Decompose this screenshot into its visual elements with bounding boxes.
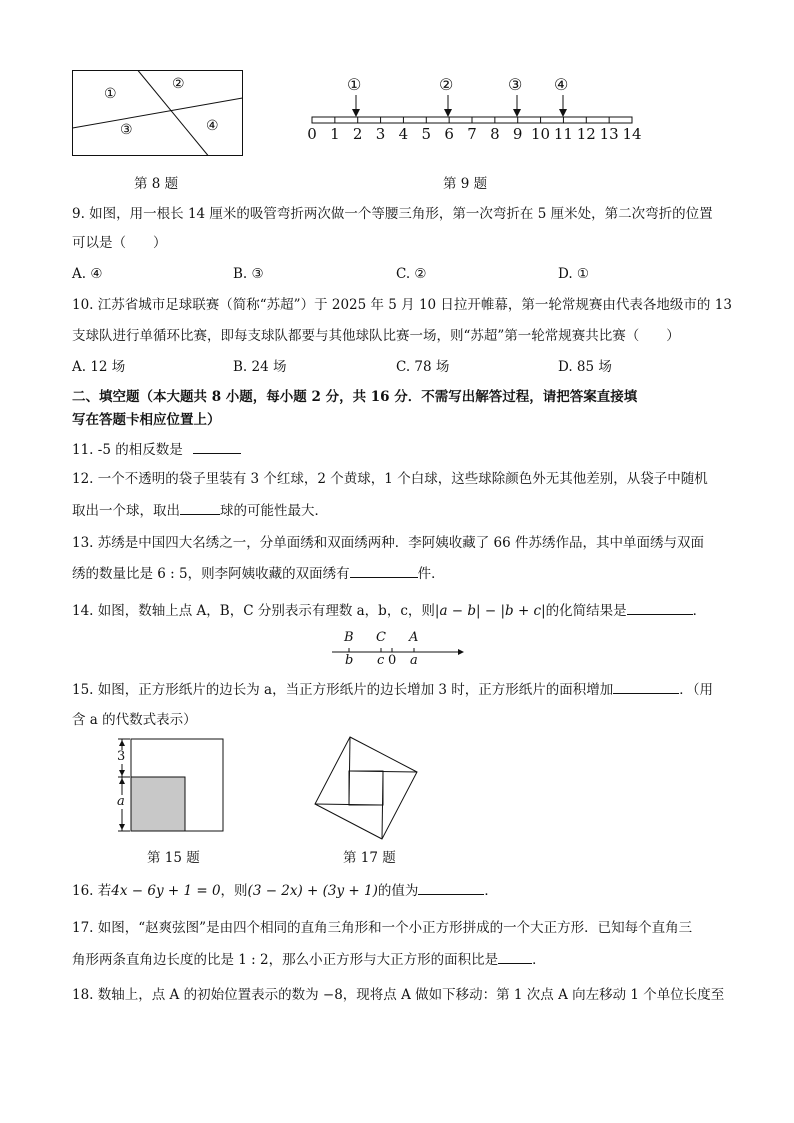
q9-option-b: B. ③ <box>233 266 264 282</box>
ruler-tick-label: 14 <box>622 125 642 143</box>
q18-line1: 18. 数轴上，点 A 的初始位置表示的数为 −8，现将点 A 做如下移动：第 1 次点 A 向左移动 1 个单位长度至 <box>72 987 725 1003</box>
q16-text-end: ． <box>484 883 498 899</box>
q11 <box>72 439 241 460</box>
value-b-label: b <box>345 653 354 668</box>
ruler-tick-label: 13 <box>599 125 619 143</box>
figure-15 <box>108 738 228 834</box>
q15-answer-blank[interactable] <box>613 679 679 694</box>
q10-option-c: C. 78 场 <box>396 359 450 375</box>
q15-line1 <box>72 679 713 700</box>
figure-8-diagram <box>72 70 244 156</box>
q13-answer-blank[interactable] <box>350 563 418 578</box>
q16-text-after: 的值为 <box>377 883 419 899</box>
marker-3: ③ <box>508 75 523 94</box>
q13-line1: 13. 苏绣是中国四大名绣之一，分单面绣和双面绣两种．李阿姨收藏了 66 件苏绣作品，其中单面绣与双面 <box>72 535 705 551</box>
q13-line2-end: 件． <box>417 566 445 582</box>
figure-17 <box>312 734 420 842</box>
q16-text-middle: ，则 <box>220 883 248 899</box>
q17-answer-blank[interactable] <box>498 949 532 964</box>
ruler-tick-label: 7 <box>467 125 477 143</box>
q14-number-line <box>330 630 465 670</box>
figure-17-zhaoshuang-diagram <box>312 734 420 842</box>
q15-line1-end: ．（用 <box>679 682 714 698</box>
q14-text-end: ． <box>692 603 707 619</box>
region-3-label: ③ <box>120 122 133 138</box>
q10-option-b: B. 24 场 <box>233 359 287 375</box>
q14-text-middle: 的化简结果是 <box>545 603 627 619</box>
q17-line2-end: ． <box>532 952 546 968</box>
ruler-tick-label: 10 <box>531 125 551 143</box>
marker-1: ① <box>347 75 362 94</box>
zero-label: 0 <box>388 653 397 668</box>
q11-answer-blank[interactable] <box>193 439 241 454</box>
ruler-tick-label: 9 <box>512 125 523 143</box>
ruler-tick-label: 11 <box>553 125 573 143</box>
q15-line2: 含 a 的代数式表示） <box>72 712 197 728</box>
q16-line <box>72 880 498 901</box>
value-c-label: c <box>377 653 385 668</box>
q14-line <box>72 600 706 621</box>
q9-option-c: C. ② <box>396 266 427 282</box>
q9-option-d: D. ① <box>558 266 590 282</box>
figure-17-caption: 第 17 题 <box>343 850 396 866</box>
ruler-tick-label: 3 <box>375 125 386 143</box>
q12-line2 <box>72 500 328 521</box>
q10-line1: 10. 江苏省城市足球联赛（简称“苏超”）于 2025 年 5 月 10 日拉开帷幕，第一轮常规赛由代表各地级市的 13 <box>72 297 732 313</box>
dimension-a-label: a <box>117 794 125 809</box>
figure-9-caption: 第 9 题 <box>443 176 488 192</box>
ruler-tick-label: 6 <box>444 125 454 143</box>
ruler-tick-label: 4 <box>398 125 409 143</box>
ruler-tick-label: 12 <box>576 125 596 143</box>
q16-condition: 4x − 6y + 1 = 0 <box>111 883 221 899</box>
q10-option-a: A. 12 场 <box>72 359 126 375</box>
q17-line2-start: 角形两条直角边长度的比是 1 : 2，那么小正方形与大正方形的面积比是 <box>72 952 499 968</box>
section2-line2: 写在答题卡相应位置上） <box>72 412 221 428</box>
q9-line1: 9. 如图，用一根长 14 厘米的吸管弯折两次做一个等腰三角形，第一次弯折在 5 厘米处，第二次弯折的位置 <box>72 206 713 222</box>
region-2-label: ② <box>172 76 185 92</box>
q9-option-a: A. ④ <box>72 266 103 282</box>
figure-8-caption: 第 8 题 <box>134 176 179 192</box>
q16-text-start: 16. 若 <box>72 883 112 899</box>
value-a-label: a <box>410 653 418 668</box>
figure-9 <box>300 75 650 145</box>
figure-15-diagram <box>108 738 228 834</box>
marker-2: ② <box>439 75 454 94</box>
q12-line2-end: 球的可能性最大． <box>220 503 328 519</box>
point-b-label: B <box>344 630 354 645</box>
q17-line1: 17. 如图，“赵爽弦图”是由四个相同的直角三角形和一个小正方形拼成的一个大正方形．已知每个直角三 <box>72 920 693 936</box>
q13-line2 <box>72 563 445 584</box>
q13-line2-start: 绣的数量比是 6 : 5，则李阿姨收藏的双面绣有 <box>72 566 350 582</box>
q12-line2-start: 取出一个球，取出 <box>72 503 180 519</box>
ruler-tick-label: 0 <box>307 125 317 143</box>
ruler-tick-label: 5 <box>421 125 432 143</box>
region-1-label: ① <box>104 86 117 102</box>
section2-line1: 二、填空题（本大题共 8 小题，每小题 2 分，共 16 分．不需写出解答过程，请把答案直接填 <box>72 389 638 405</box>
q14-expression: |a − b| − |b + c| <box>434 603 546 619</box>
figure-15-caption: 第 15 题 <box>147 850 200 866</box>
q12-line1: 12. 一个不透明的袋子里装有 3 个红球，2 个黄球，1 个白球，这些球除颜色外无其他差别，从袋子中随机 <box>72 471 708 487</box>
q14-text-start: 14. 如图，数轴上点 A，B，C 分别表示有理数 a，b，c，则 <box>72 603 435 619</box>
q17-line2 <box>72 949 546 970</box>
marker-4: ④ <box>554 75 569 94</box>
q15-line1-start: 15. 如图，正方形纸片的边长为 a，当正方形纸片的边长增加 3 时，正方形纸片的面积增加 <box>72 682 614 698</box>
point-a-label: A <box>409 630 419 645</box>
q9-line2: 可以是（ ） <box>72 235 167 251</box>
figure-8 <box>72 70 244 156</box>
ruler-tick-label: 2 <box>352 125 363 143</box>
region-4-label: ④ <box>206 118 219 134</box>
q14-answer-blank[interactable] <box>627 600 693 615</box>
q10-line2: 支球队进行单循环比赛，即每支球队都要与其他球队比赛一场，则“苏超”第一轮常规赛共比赛（ ） <box>72 328 680 344</box>
point-c-label: C <box>376 630 386 645</box>
q10-option-d: D. 85 场 <box>558 359 612 375</box>
ruler-tick-label: 1 <box>330 125 340 143</box>
ruler-tick-label: 8 <box>490 125 500 143</box>
q16-expression: (3 − 2x) + (3y + 1) <box>247 883 378 899</box>
q12-answer-blank[interactable] <box>180 500 220 515</box>
dimension-3-label: 3 <box>117 749 126 764</box>
q16-answer-blank[interactable] <box>418 880 484 895</box>
q11-text: 11. -5 的相反数是 <box>72 442 183 458</box>
